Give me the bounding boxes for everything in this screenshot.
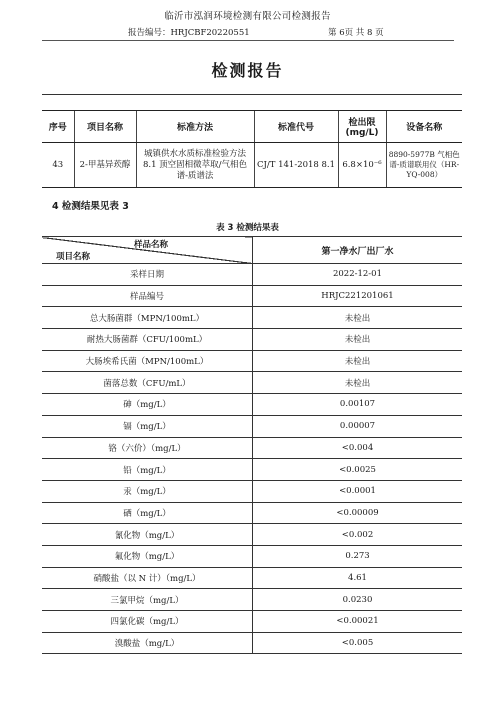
result-item-name: 氟化物（mg/L） <box>42 545 253 567</box>
col-header-equipment: 设备名称 <box>386 111 462 143</box>
table-row <box>42 567 462 589</box>
table-row <box>42 524 462 546</box>
row-method: 城镇供水水质标准检验方法 8.1 顶空固相微萃取/气相色谱-质谱法 <box>136 143 254 188</box>
results-table-header <box>42 237 462 264</box>
row-item: 2-甲基异莰醇 <box>74 143 136 188</box>
table-row <box>42 350 462 372</box>
table-row <box>42 459 462 481</box>
table-row <box>42 143 462 188</box>
result-value: 0.00107 <box>253 394 463 416</box>
result-item-name: 大肠埃希氏菌（MPN/100mL） <box>42 350 253 372</box>
col-header-no: 序号 <box>42 111 74 143</box>
col-header-limit: 检出限 (mg/L) <box>338 111 386 143</box>
result-item-name: 三氯甲烷（mg/L） <box>42 589 253 611</box>
results-table <box>42 236 462 654</box>
result-value: <0.004 <box>253 437 463 459</box>
result-item-name: 菌落总数（CFU/mL） <box>42 372 253 394</box>
table-caption: 表 3 检测结果表 <box>216 223 279 233</box>
result-item-name: 氰化物（mg/L） <box>42 524 253 546</box>
col-header-code: 标准代号 <box>254 111 338 143</box>
section-heading: 4 检测结果见表 3 <box>52 201 129 212</box>
result-value: <0.0001 <box>253 480 463 502</box>
result-value: <0.005 <box>253 632 463 654</box>
title-divider <box>42 94 462 95</box>
page-indicator: 第 6页 共 8 页 <box>328 28 384 38</box>
table-row <box>42 285 462 307</box>
result-item-name: 四氯化碳（mg/L） <box>42 611 253 633</box>
table-row <box>42 329 462 351</box>
result-value: 0.0230 <box>253 589 463 611</box>
table-row <box>42 632 462 654</box>
result-value: 0.00007 <box>253 415 463 437</box>
result-value: 未检出 <box>253 307 463 329</box>
method-table-header <box>42 111 462 143</box>
result-item-name: 样品编号 <box>42 285 253 307</box>
header-item-name: 项目名称 <box>56 252 91 262</box>
result-value: <0.0025 <box>253 459 463 481</box>
row-no: 43 <box>42 143 74 188</box>
table-row <box>42 502 462 524</box>
table-row <box>42 611 462 633</box>
result-value: 未检出 <box>253 350 463 372</box>
result-value: 未检出 <box>253 329 463 351</box>
col-header-item: 项目名称 <box>74 111 136 143</box>
table-row <box>42 394 462 416</box>
page-title: 检测报告 <box>211 61 284 80</box>
result-value: HRJC221201061 <box>253 285 463 307</box>
col-header-method: 标准方法 <box>136 111 254 143</box>
diagonal-header-cell <box>42 237 253 264</box>
table-row <box>42 437 462 459</box>
result-value: 2022-12-01 <box>253 264 463 286</box>
row-code: CJ/T 141-2018 8.1 <box>254 143 338 188</box>
result-item-name: 汞（mg/L） <box>42 480 253 502</box>
result-value: <0.002 <box>253 524 463 546</box>
header-sampling-location: 第一净水厂出厂水 <box>253 237 463 264</box>
table-row <box>42 480 462 502</box>
header-divider <box>42 40 454 41</box>
result-item-name: 溴酸盐（mg/L） <box>42 632 253 654</box>
row-limit: 6.8×10⁻⁶ <box>338 143 386 188</box>
result-item-name: 硒（mg/L） <box>42 502 253 524</box>
result-value: 4.61 <box>253 567 463 589</box>
table-row <box>42 415 462 437</box>
table-row <box>42 264 462 286</box>
result-item-name: 采样日期 <box>42 264 253 286</box>
result-item-name: 耐热大肠菌群（CFU/100mL） <box>42 329 253 351</box>
report-header-company: 临沂市泓润环境检测有限公司检测报告 <box>164 11 331 22</box>
method-table <box>42 110 462 188</box>
result-item-name: 硝酸盐（以 N 计）（mg/L） <box>42 567 253 589</box>
result-item-name: 铅（mg/L） <box>42 459 253 481</box>
report-number: 报告编号：HRJCBF20220551 <box>128 28 250 38</box>
result-item-name: 总大肠菌群（MPN/100mL） <box>42 307 253 329</box>
result-item-name: 铬（六价）（mg/L） <box>42 437 253 459</box>
table-row <box>42 545 462 567</box>
result-value: 未检出 <box>253 372 463 394</box>
table-row <box>42 589 462 611</box>
result-value: <0.00009 <box>253 502 463 524</box>
table-row <box>42 307 462 329</box>
result-item-name: 砷（mg/L） <box>42 394 253 416</box>
table-row <box>42 372 462 394</box>
row-equipment: 8890-5977B 气相色谱-质谱联用仪（HR-YQ-008） <box>386 143 462 188</box>
result-item-name: 镉（mg/L） <box>42 415 253 437</box>
result-value: <0.00021 <box>253 611 463 633</box>
header-sample-name: 样品名称 <box>134 240 169 250</box>
result-value: 0.273 <box>253 545 463 567</box>
